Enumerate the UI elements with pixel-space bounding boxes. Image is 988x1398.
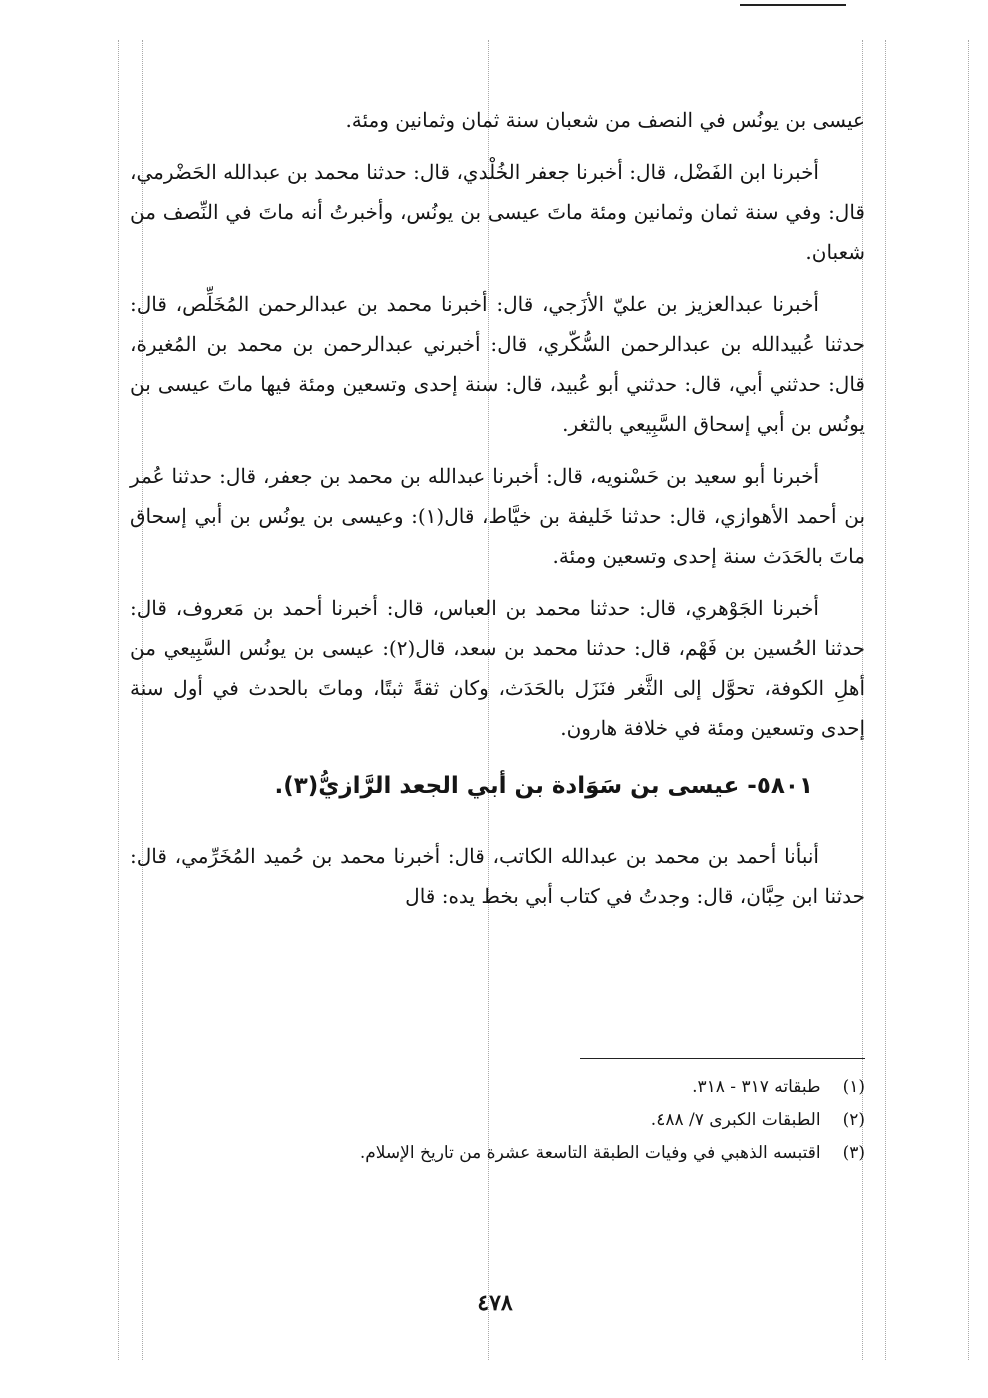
- footnote-text: الطبقات الكبرى ٧/ ٤٨٨.: [650, 1110, 821, 1130]
- scan-guide-line: [885, 40, 886, 1360]
- footnote-text: اقتبسه الذهبي في وفيات الطبقة التاسعة عشرة من تاريخ الإسلام.: [359, 1143, 821, 1163]
- footnote-text: طبقاته ٣١٧ - ٣١٨.: [692, 1077, 821, 1097]
- paragraph: أخبرنا الجَوْهري، قال: حدثنا محمد بن العباس، قال: أخبرنا أحمد بن مَعروف، قال: حدثنا الحُسين بن فَهْم، قال: حدثنا محمد بن سعد، قال(٢): عيسى بن يونُس السَّبِيعي من أهلِ الكوفة، تحوَّل إلى الثَّغر فنَزَل بالحَدَث، وكان ثقةً ثبتًا، وماتَ بالحدث في أول سنة إحدى وتسعين ومئة في خلافة هارون.: [130, 596, 865, 740]
- top-rule: [740, 4, 846, 6]
- footnote-number: (٢): [842, 1110, 865, 1130]
- footnote-number: (٣): [842, 1143, 865, 1163]
- footnote-rule: [580, 1058, 865, 1059]
- paragraph: أنبأنا أحمد بن محمد بن عبدالله الكاتب، قال: أخبرنا محمد بن حُميد المُخَرِّمي، قال: حدثنا ابن حِبَّان، قال: وجدتُ في كتاب أبي بخط يده: قال: [130, 844, 865, 908]
- footnote: [130, 1104, 865, 1137]
- entry-heading: ٥٨٠١- عيسى بن سَوَادة بن أبي الجعد الرَّازيُّ(٣).: [274, 773, 813, 799]
- scan-guide-line: [118, 40, 119, 1360]
- paragraph: عيسى بن يونُس في النصف من شعبان سنة ثمان وثمانين ومئة.: [345, 108, 865, 132]
- scan-guide-line: [968, 40, 969, 1360]
- paragraph: أخبرنا ابن الفَضْل، قال: أخبرنا جعفر الخُلْدي، قال: حدثنا محمد بن عبدالله الحَضْرمي، قال: وفي سنة ثمان وثمانين ومئة ماتَ عيسى بن يونُس، وأخبرتُ أنه ماتَ في النِّصف من شعبان.: [130, 160, 865, 264]
- paragraph: أخبرنا أبو سعيد بن حَسْنويه، قال: أخبرنا عبدالله بن محمد بن جعفر، قال: حدثنا عُمر بن أحمد الأهوازي، قال: حدثنا خَليفة بن خيَّاط، قال(١): وعيسى بن يونُس بن أبي إسحاق ماتَ بالحَدَث سنة إحدى وتسعين ومئة.: [130, 464, 866, 568]
- page-body: [130, 100, 865, 928]
- footnote-number: (١): [842, 1077, 865, 1097]
- footnotes: [130, 1058, 865, 1170]
- footnote: [130, 1071, 865, 1104]
- page-number: ٤٧٨: [477, 1290, 513, 1316]
- footnote: [130, 1137, 865, 1170]
- paragraph: أخبرنا عبدالعزيز بن عليّ الأزَجي، قال: أخبرنا محمد بن عبدالرحمن المُخَلِّص، قال: حدثنا عُبيدالله بن عبدالرحمن السُّكّري، قال: أخبرني عبدالرحمن بن محمد بن المُغيرة، قال: حدثني أبي، قال: حدثني أبو عُبيد، قال: سنة إحدى وتسعين ومئة فيها ماتَ عيسى بن يونُس بن أبي إسحاق السَّبِيعي بالثغر.: [130, 292, 865, 436]
